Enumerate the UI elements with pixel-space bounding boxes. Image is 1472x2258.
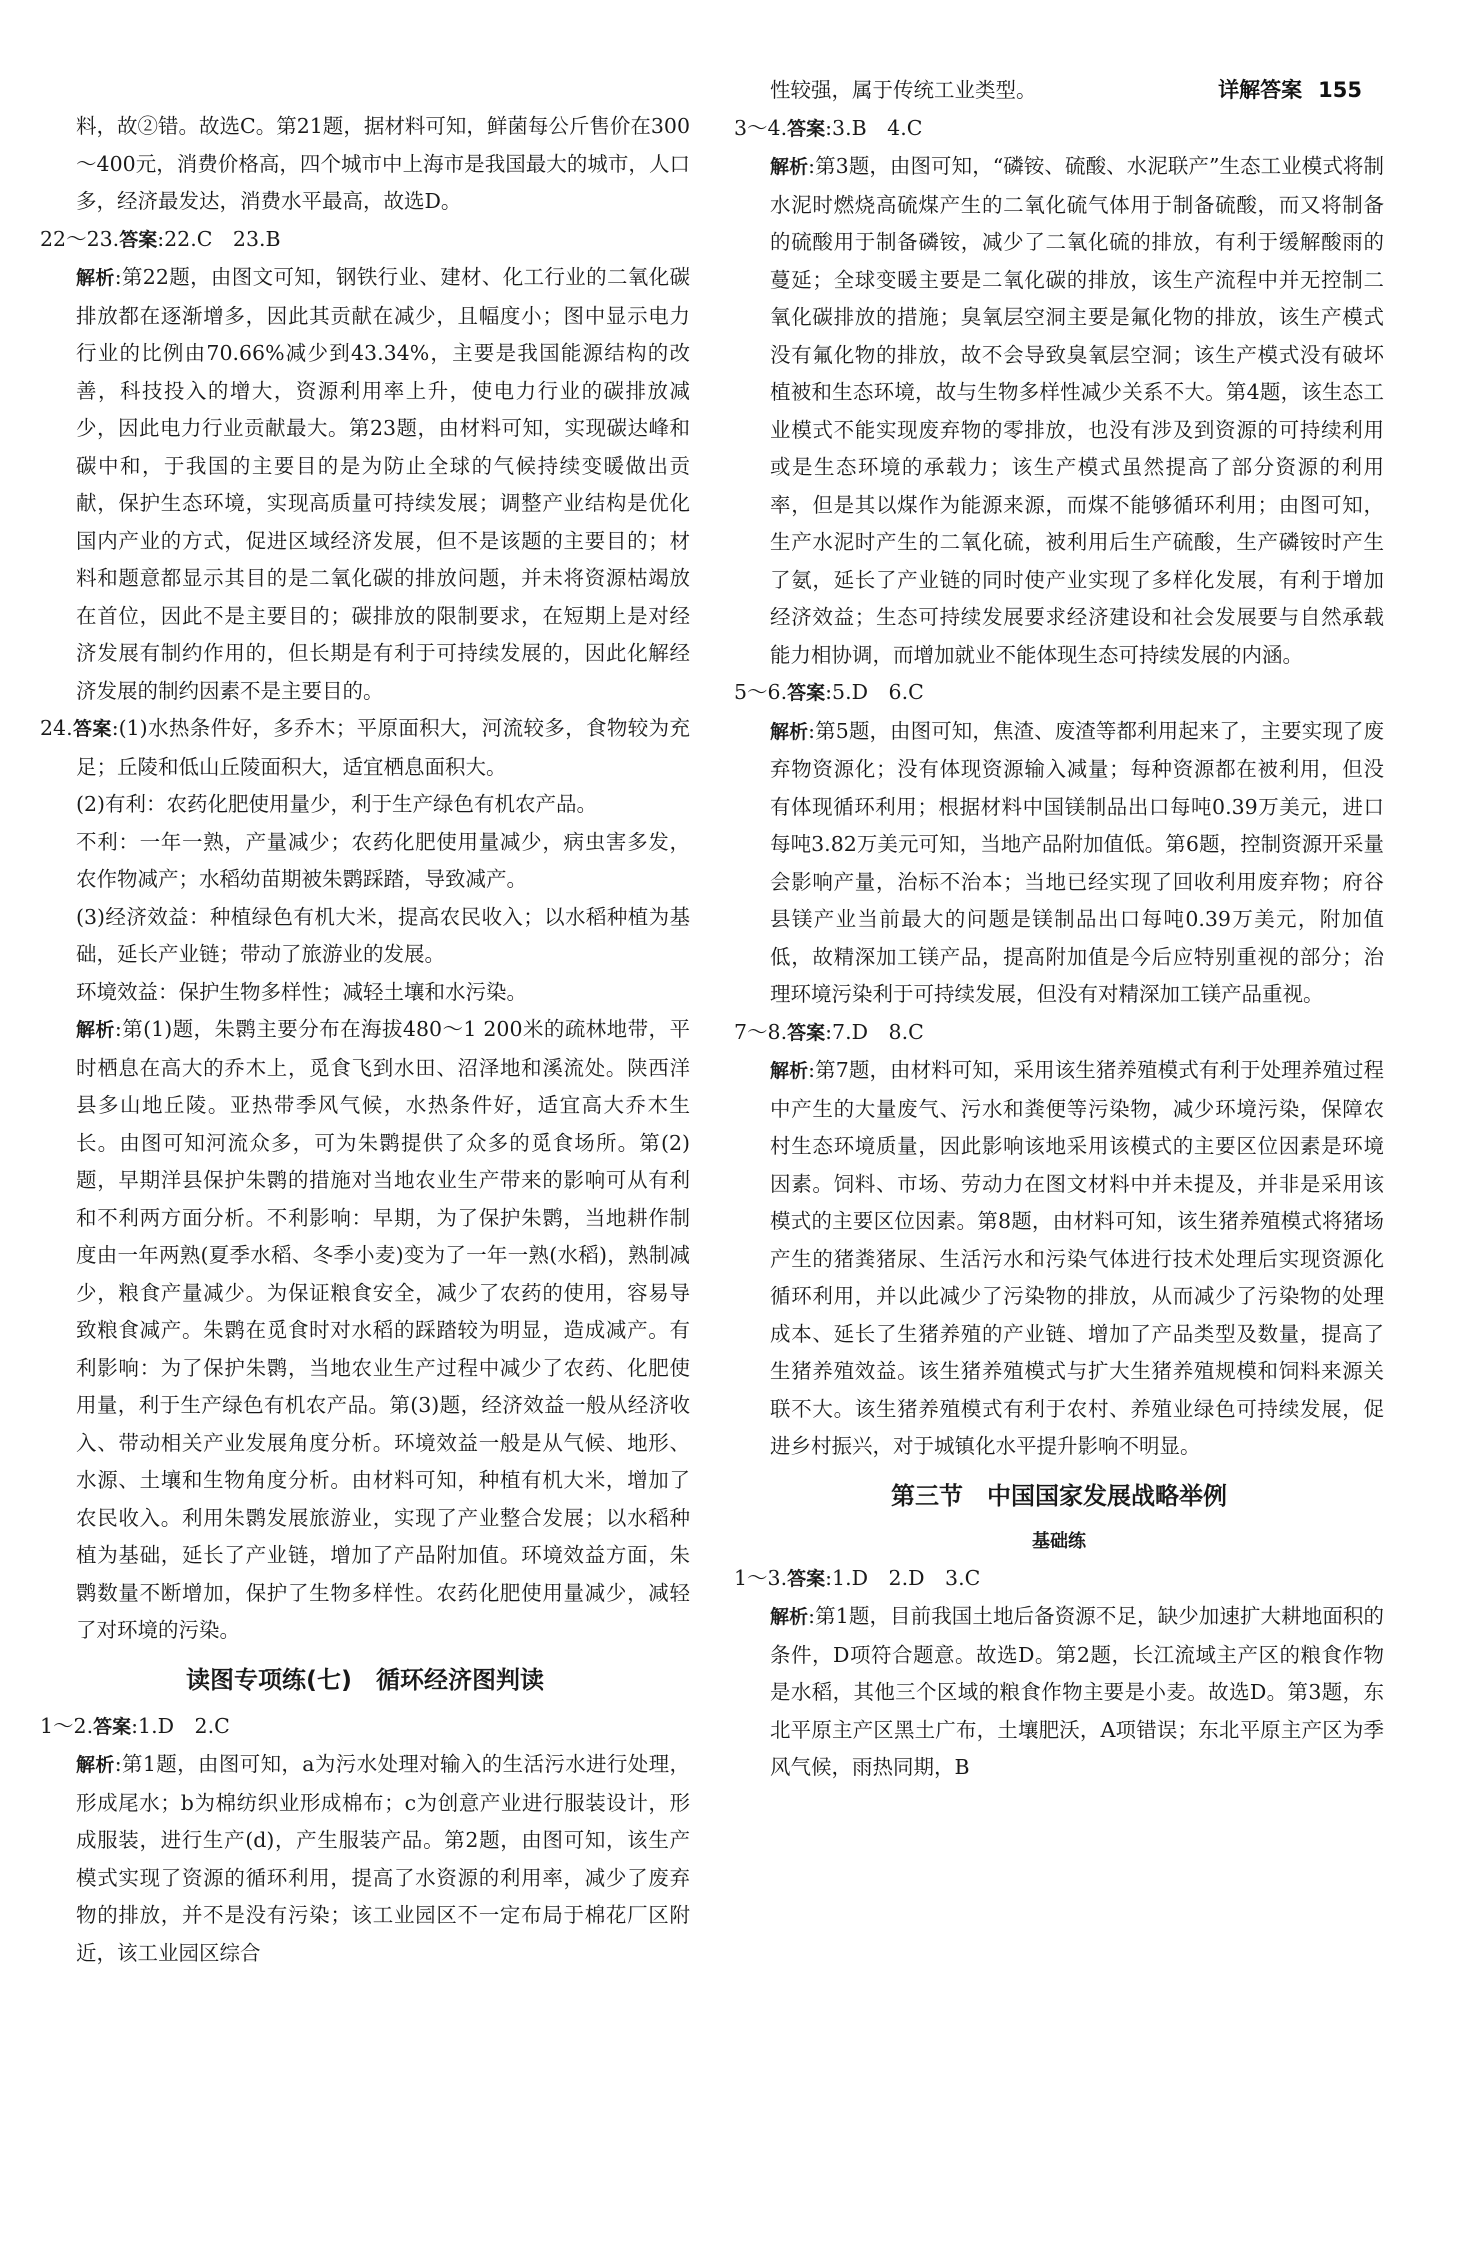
explanation-text: :第22题，由图文可知，钢铁行业、建材、化工行业的二氧化碳排放都在逐渐增多，因此其贡献在减少，且幅度小；图中显示电力行业的比例由70.66%减少到43.34%，主要是我国能源结构的改善，科技投入的增大，资源利用率上升，使电力行业的碳排放减少，因此电力行业贡献最大。第23题，由材料可知，实现碳达峰和碳中和，于我国的主要目的是为防止全球的气候持续变暖做出贡献，保护生态环境，实现高质量可持续发展；调整产业结构是优化国内产业的方式，促进区域经济发展，但不是该题的主要目的；材料和题意都显示其目的是二氧化碳的排放问题，并未将资源枯竭放在首位，因此不是主要目的；碳排放的限制要求，在短期上是对经济发展有制约作用的，但长期是有利于可持续发展的，因此化解经济发展的制约因素不是主要目的。 — [76, 265, 690, 703]
explanation-label: 解析 — [76, 1754, 115, 1776]
question-number: 3～4. — [734, 115, 788, 140]
explanation — [40, 1746, 690, 1972]
explanation-text: :第7题，由材料可知，采用该生猪养殖模式有利于处理养殖过程中产生的大量废气、污水和粪便等污染物，减少环境污染，保障农村生态环境质量，因此影响该地采用该模式的主要区位因素是环境因素。饲料、市场、劳动力在图文材料中并未提及，并非是采用该模式的主要区位因素。第8题，由材料可知，该生猪养殖模式将猪场产生的猪粪猪尿、生活污水和污染气体进行技术处理后实现资源化循环利用，并以此减少了污染物的排放，从而减少了污染物的处理成本、延长了生猪养殖的产业链、增加了产品类型及数量，提高了生猪养殖效益。该生猪养殖模式与扩大生猪养殖规模和饲料来源关联不大。该生猪养殖模式有利于农村、养殖业绿色可持续发展，促进乡村振兴，对于城镇化水平提升影响不明显。 — [770, 1058, 1384, 1458]
explanation-label: 解析 — [76, 1019, 115, 1041]
paragraph: 性较强，属于传统工业类型。 — [770, 78, 1037, 102]
answer-block — [734, 1560, 1384, 1599]
explanation-text: :第1题，目前我国土地后备资源不足，缺少加速扩大耕地面积的条件，D项符合题意。故选D。第2题，长江流域主产区的粮食作物是水稻，其他三个区域的粮食作物主要是小麦。故选D。第3题，东北平原主产区黑土广布，土壤肥沃，A项错误；东北平原主产区为季风气候，雨热同期，B — [770, 1604, 1384, 1779]
answer-text: :7.D 8.C — [825, 1019, 924, 1044]
explanation-label: 解析 — [76, 267, 115, 289]
explanation-text: :第3题，由图可知，“磷铵、硫酸、水泥联产”生态工业模式将制水泥时燃烧高硫煤产生的二氧化硫气体用于制备硫酸，而又将制备的硫酸用于制备磷铵，减少了二氧化硫的排放，有利于缓解酸雨的蔓延；全球变暖主要是二氧化碳的排放，该生产流程中并无控制二氧化碳排放的措施；臭氧层空洞主要是氟化物的排放，该生产模式没有氟化物的排放，故不会导致臭氧层空洞；该生产模式没有破坏植被和生态环境，故与生物多样性减少关系不大。第4题，该生态工业模式不能实现废弃物的零排放，也没有涉及到资源的可持续利用或是生态环境的承载力；该生产模式虽然提高了部分资源的利用率，但是其以煤作为能源来源，而煤不能够循环利用；由图可知，生产水泥时产生的二氧化硫，被利用后生产硫酸，生产磷铵时产生了氨，延长了产业链的同时使产业实现了多样化发展，有利于增加经济效益；生态可持续发展要求经济建设和社会发展要与自然承载能力相协调，而增加就业不能体现生态可持续发展的内涵。 — [770, 154, 1384, 667]
explanation — [734, 713, 1384, 1014]
question-number: 7～8. — [734, 1019, 788, 1044]
answer-block — [40, 710, 690, 786]
answer-text: 不利：一年一熟，产量减少；农药化肥使用量减少，病虫害多发，农作物减产；水稻幼苗期被朱鹮踩踏，导致减产。 — [76, 829, 690, 891]
answer-block — [734, 1014, 1384, 1053]
section-title: 第三节 中国国家发展战略举例 — [891, 1481, 1227, 1510]
answer-label: 答案 — [787, 1567, 826, 1590]
explanation — [734, 148, 1384, 674]
explanation-label: 解析 — [770, 720, 809, 743]
explanation-text: :第5题，由图可知，焦渣、废渣等都利用起来了，主要实现了废弃物资源化；没有体现资源输入减量；每种资源都在被利用，但没有体现循环利用；根据材料中国镁制品出口每吨0.39万美元，进口每吨3.82万美元可知，当地产品附加值低。第6题，控制资源开采量会影响产量，治标不治本；当地已经实现了回收利用废弃物；府谷县镁产业当前最大的问题是镁制品出口每吨0.39万美元，附加值低，故精深加工镁产品，提高附加值是今后应特别重视的部分；治理环境污染利于可持续发展，但没有对精深加工镁产品重视。 — [770, 718, 1384, 1006]
page-number: 155 — [1318, 78, 1362, 102]
explanation-label: 解析 — [770, 1060, 809, 1082]
explanation-label: 解析 — [770, 1606, 809, 1628]
answer-text: (2)有利：农药化肥使用量少，利于生产绿色有机农产品。 — [76, 792, 598, 816]
header-title: 详解答案 — [1218, 78, 1303, 102]
explanation — [40, 259, 690, 710]
question-number: 5～6. — [734, 680, 788, 704]
answer-text: :22.C 23.B — [157, 226, 281, 251]
explanation — [40, 1011, 690, 1650]
explanation-text: :第1题，由图可知，a为污水处理对输入的生活污水进行处理，形成尾水；b为棉纺织业形成棉布；c为创意产业进行服装设计，形成服装，进行生产(d)，产生服装产品。第2题，由图可知，该生产模式实现了资源的循环利用，提高了水资源的利用率，减少了废弃物的排放，并不是没有污染；该工业园区不一定布局于棉花厂区附近，该工业园区综合 — [76, 1752, 690, 1965]
answer-text: :(1)水热条件好，多乔木；平原面积大，河流较多，食物较为充足；丘陵和低山丘陵面积大，适宜栖息面积大。 — [76, 716, 690, 779]
answer-text: :3.B 4.C — [825, 115, 923, 140]
right-column — [734, 72, 1384, 1787]
paragraph: 料，故②错。故选C。第21题，据材料可知，鲜菌每公斤售价在300～400元，消费价格高，四个城市中上海市是我国最大的城市，人口多，经济最发达，消费水平最高，故选D。 — [76, 114, 690, 213]
section-title: 读图专项练(七) 循环经济图判读 — [186, 1665, 544, 1694]
explanation-label: 解析 — [770, 156, 809, 178]
answer-label: 答案 — [787, 117, 826, 140]
question-number: 22～23. — [40, 226, 120, 251]
left-column — [40, 108, 690, 1972]
answer-label: 答案 — [787, 1021, 826, 1044]
answer-label: 答案 — [787, 682, 826, 704]
explanation — [734, 1052, 1384, 1466]
answer-block — [734, 110, 1384, 149]
question-number: 24. — [40, 716, 73, 740]
answer-block — [40, 1708, 690, 1747]
answer-label: 答案 — [119, 228, 158, 251]
explanation-text: :第(1)题，朱鹮主要分布在海拔480～1 200米的疏林地带，平时栖息在高大的乔木上，觅食飞到水田、沼泽地和溪流处。陕西洋县多山地丘陵。亚热带季风气候，水热条件好，适宜高大乔木生长。由图可知河流众多，可为朱鹮提供了众多的觅食场所。第(2)题，早期洋县保护朱鹮的措施对当地农业生产带来的影响可从有利和不利两方面分析。不利影响：早期，为了保护朱鹮，当地耕作制度由一年两熟(夏季水稻、冬季小麦)变为了一年一熟(水稻)，熟制减少，粮食产量减少。为保证粮食安全，减少了农药的使用，容易导致粮食减产。朱鹮在觅食时对水稻的踩踏较为明显，造成减产。有利影响：为了保护朱鹮，当地农业生产过程中减少了农药、化肥使用量，利于生产绿色有机农产品。第(3)题，经济效益一般从经济收入、带动相关产业发展角度分析。环境效益一般是从气候、地形、水源、土壤和生物角度分析。由材料可知，种植有机大米，增加了农民收入。利用朱鹮发展旅游业，实现了产业整合发展；以水稻种植为基础，延长了产业链，增加了产品附加值。环境效益方面，朱鹮数量不断增加，保护了生物多样性。农药化肥使用量减少，减轻了对环境的污染。 — [76, 1017, 690, 1642]
answer-block — [734, 674, 1384, 713]
answer-text: :5.D 6.C — [825, 680, 924, 704]
question-number: 1～3. — [734, 1565, 788, 1590]
answer-label: 答案 — [93, 1715, 132, 1738]
answer-text: 环境效益：保护生物多样性；减轻土壤和水污染。 — [76, 979, 527, 1004]
sub-title: 基础练 — [1032, 1530, 1086, 1552]
answer-text: :1.D 2.C — [131, 1713, 230, 1738]
answer-label: 答案 — [72, 718, 112, 740]
answer-text: (3)经济效益：种植绿色有机大米，提高农民收入；以水稻种植为基础，延长产业链；带动了旅游业的发展。 — [76, 904, 690, 966]
question-number: 1～2. — [40, 1713, 94, 1738]
answer-block — [40, 221, 690, 260]
explanation — [734, 1598, 1384, 1787]
answer-text: :1.D 2.D 3.C — [825, 1565, 981, 1590]
